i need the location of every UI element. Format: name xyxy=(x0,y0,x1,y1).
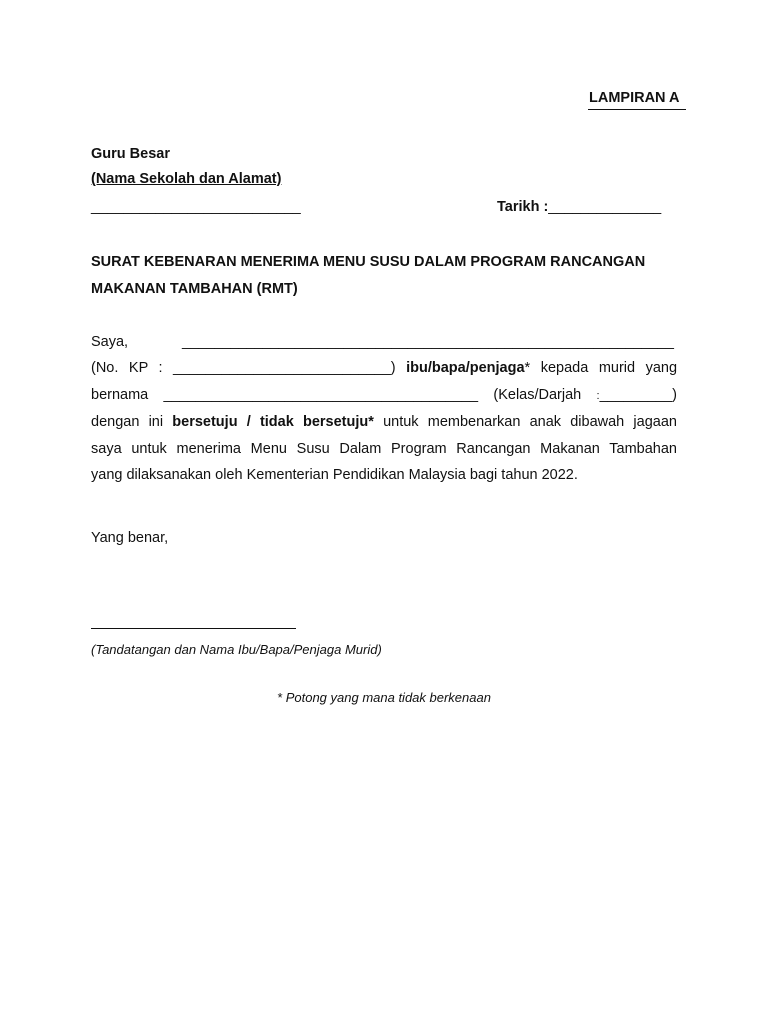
kp-open: (No. KP : xyxy=(91,360,163,376)
consent-choice: bersetuju / tidak bersetuju* xyxy=(172,414,374,430)
student-name-row xyxy=(91,386,677,405)
guardian-role-star: * xyxy=(524,360,531,376)
body-line-menu: saya untuk menerima Menu Susu Dalam Program Rancangan Makanan Tambahan xyxy=(91,441,677,457)
guardian-role xyxy=(406,360,530,376)
footnote: * Potong yang mana tidak berkenaan xyxy=(277,690,491,705)
date-blank: ______________ xyxy=(548,199,662,215)
school-placeholder: (Nama Sekolah dan Alamat) xyxy=(91,171,282,187)
class-field xyxy=(597,387,677,403)
word-murid: murid xyxy=(598,360,636,376)
class-label: (Kelas/Darjah xyxy=(493,387,582,403)
signature-line xyxy=(91,628,296,629)
attachment-label: LAMPIRAN A xyxy=(589,90,680,106)
ic-number-row xyxy=(91,359,677,377)
consent-row xyxy=(91,413,677,431)
recipient-title: Guru Besar xyxy=(91,146,170,162)
word-yang: yang xyxy=(645,360,678,376)
letter-title-line1: SURAT KEBENARAN MENERIMA MENU SUSU DALAM PROGRAM RANCANGAN xyxy=(91,254,646,270)
word-bernama: bernama xyxy=(91,387,149,403)
class-blank: _________) xyxy=(599,387,678,403)
date-label: Tarikh : xyxy=(497,199,549,215)
address-blank: __________________________ xyxy=(91,199,301,215)
word-ini: ini xyxy=(148,414,164,430)
word-dengan: dengan xyxy=(91,414,140,430)
closing-salutation: Yang benar, xyxy=(91,530,169,546)
class-colon: : xyxy=(596,390,600,402)
signature-caption: (Tandatangan dan Nama Ibu/Bapa/Penjaga Murid) xyxy=(91,642,382,657)
letter-title-line2: MAKANAN TAMBAHAN (RMT) xyxy=(91,281,298,297)
date-field xyxy=(497,199,661,215)
attachment-underline xyxy=(588,109,686,110)
ic-number-blank: ___________________________) xyxy=(173,360,396,376)
saya-label: Saya, xyxy=(91,334,129,350)
consent-text: untuk membenarkan anak dibawah jagaan xyxy=(383,414,677,430)
name-blank: _____________________________________________________________ xyxy=(182,334,674,350)
guardian-role-bold: ibu/bapa/penjaga xyxy=(406,360,525,376)
student-name-blank: _______________________________________ xyxy=(163,387,479,403)
word-kepada: kepada xyxy=(540,360,589,376)
body-line-last: yang dilaksanakan oleh Kementerian Pendidikan Malaysia bagi tahun 2022. xyxy=(91,467,578,483)
